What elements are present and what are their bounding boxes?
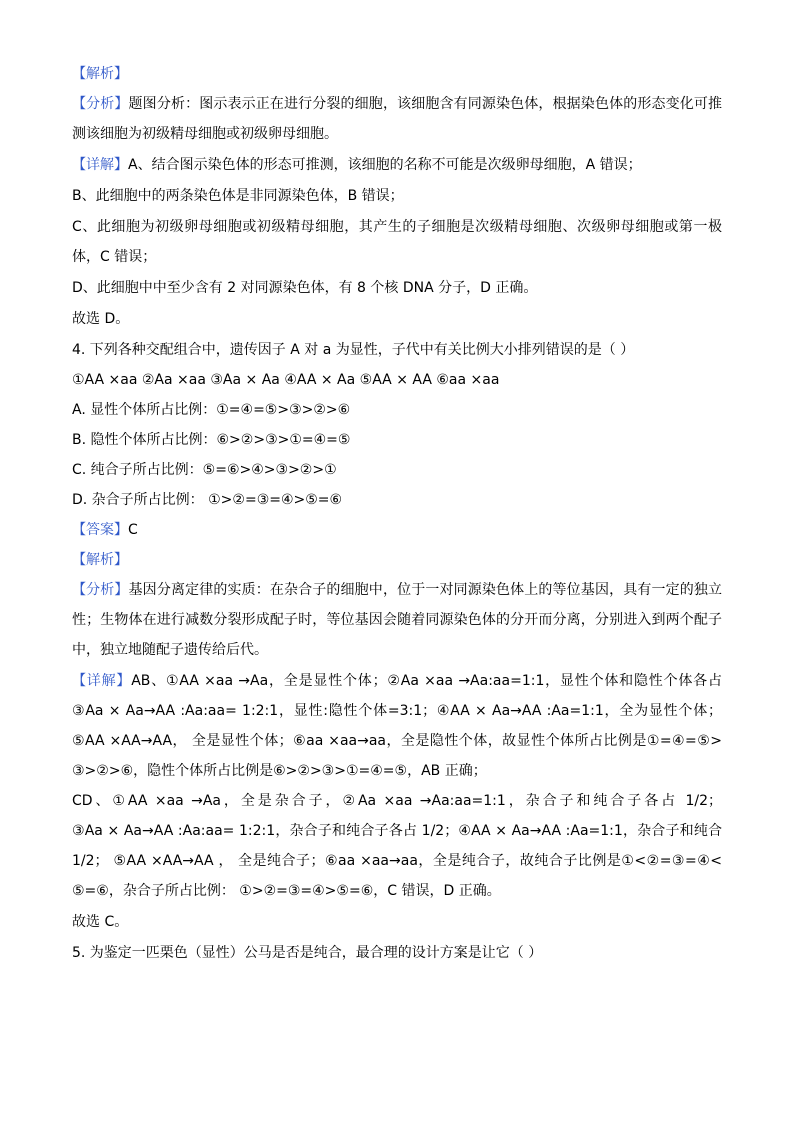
detail-line bbox=[72, 731, 722, 751]
fenxi-text: 测该细胞为初级精母细胞或初级卵母细胞。 bbox=[72, 126, 338, 142]
conclusion-text: 故选 C。 bbox=[72, 914, 129, 930]
detail-text: AB、①AA ×aa →Aa，全是显性个体；②Aa ×aa →Aa:aa=1:1，显性个体和隐性个体各占 bbox=[131, 673, 722, 689]
detail-line bbox=[72, 671, 722, 691]
question-4-stem: 4. 下列各种交配组合中，遗传因子 A 对 a 为显性，子代中有关比例大小排列错误的是（ ） bbox=[72, 342, 635, 358]
detail-text: D、此细胞中中至少含有 2 对同源染色体，有 8 个核 DNA 分子，D 正确。 bbox=[72, 280, 538, 296]
option-d bbox=[72, 490, 722, 510]
detail-text: A、结合图示染色体的形态可推测，该细胞的名称不可能是次级卵母细胞，A 错误； bbox=[128, 157, 642, 173]
analysis-heading bbox=[72, 64, 722, 84]
detail-text: 1/2； ⑤AA ×AA→AA ， 全是纯合子；⑥aa ×aa→aa，全是纯合子，故纯合子比例是①<②=③=④< bbox=[72, 853, 722, 869]
question-combos bbox=[72, 370, 722, 390]
fenxi-text: 基因分离定律的实质：在杂合子的细胞中，位于一对同源染色体上的等位基因，具有一定的独立 bbox=[128, 582, 722, 598]
question-stem bbox=[72, 340, 722, 360]
xiangjie-tag: 【详解】 bbox=[72, 673, 132, 689]
detail-line bbox=[72, 851, 722, 871]
detail-text: ③Aa × Aa→AA :Aa:aa= 1:2:1，显性:隐性个体=3:1；④AA × Aa→AA :Aa=1:1，全为显性个体； bbox=[72, 703, 722, 719]
analysis-paragraph-line bbox=[72, 94, 722, 114]
detail-line bbox=[72, 217, 722, 237]
detail-line bbox=[72, 761, 722, 781]
question-stem bbox=[72, 943, 722, 963]
analysis-paragraph-line bbox=[72, 640, 722, 660]
analysis-heading bbox=[72, 550, 722, 570]
conclusion-line bbox=[72, 912, 722, 932]
fenxi-text: 性；生物体在进行减数分裂形成配子时，等位基因会随着同源染色体的分开而分离，分别进入到两个配子 bbox=[72, 612, 722, 628]
detail-text: ⑤=⑥，杂合子所占比例： ①>②=③=④>⑤=⑥，C 错误，D 正确。 bbox=[72, 883, 501, 899]
detail-text: ③>②>⑥，隐性个体所占比例是⑥>②>③>①=④=⑤，AB 正确； bbox=[72, 763, 487, 779]
fenxi-text: 题图分析：图示表示正在进行分裂的细胞，该细胞含有同源染色体，根据染色体的形态变化可推 bbox=[128, 96, 722, 112]
detail-line bbox=[72, 791, 722, 811]
analysis-paragraph-line bbox=[72, 124, 722, 144]
detail-line bbox=[72, 278, 722, 298]
detail-text: C、此细胞为初级卵母细胞或初级精母细胞，其产生的子细胞是次级精母细胞、次级卵母细胞或第一极 bbox=[72, 219, 722, 235]
detail-line bbox=[72, 701, 722, 721]
combos-text: ①AA ×aa ②Aa ×aa ③Aa × Aa ④AA × Aa ⑤AA × AA ⑥aa ×aa bbox=[72, 372, 500, 388]
analysis-tag: 【解析】 bbox=[72, 552, 128, 568]
option-c bbox=[72, 460, 722, 480]
option-d-text: D. 杂合子所占比例： ①>②=③=④>⑤=⑥ bbox=[72, 492, 343, 508]
detail-line bbox=[72, 881, 722, 901]
option-b bbox=[72, 430, 722, 450]
answer-line bbox=[72, 520, 722, 540]
option-b-text: B. 隐性个体所占比例：⑥>②>③>①=④=⑤ bbox=[72, 432, 351, 448]
analysis-tag: 【解析】 bbox=[72, 66, 128, 82]
conclusion-line bbox=[72, 309, 722, 329]
detail-line bbox=[72, 186, 722, 206]
analysis-paragraph-line bbox=[72, 580, 722, 600]
fenxi-tag: 【分析】 bbox=[72, 96, 129, 112]
option-a-text: A. 显性个体所占比例：①=④=⑤>③>②>⑥ bbox=[72, 402, 351, 418]
detail-text: 体，C 错误； bbox=[72, 249, 157, 265]
answer-tag: 【答案】 bbox=[72, 522, 128, 538]
option-a bbox=[72, 400, 722, 420]
xiangjie-tag: 【详解】 bbox=[72, 157, 128, 173]
detail-line bbox=[72, 821, 722, 841]
conclusion-text: 故选 D。 bbox=[72, 311, 130, 327]
fenxi-tag: 【分析】 bbox=[72, 582, 129, 598]
document-page bbox=[72, 64, 722, 963]
detail-line bbox=[72, 155, 722, 175]
answer-value: C bbox=[128, 522, 138, 538]
analysis-paragraph-line bbox=[72, 610, 722, 630]
option-c-text: C. 纯合子所占比例：⑤=⑥>④>③>②>① bbox=[72, 462, 337, 478]
detail-text: ③Aa × Aa→AA :Aa:aa= 1:2:1，杂合子和纯合子各占 1/2；④AA × Aa→AA :Aa=1:1，杂合子和纯合 bbox=[72, 823, 722, 839]
detail-text: CD、①AA ×aa →Aa，全是杂合子，②Aa ×aa →Aa:aa=1:1，杂合子和纯合子各占 1/2； bbox=[72, 793, 722, 809]
detail-text: B、此细胞中的两条染色体是非同源染色体，B 错误； bbox=[72, 188, 404, 204]
question-5-stem: 5. 为鉴定一匹栗色（显性）公马是否是纯合，最合理的设计方案是让它（ ） bbox=[72, 945, 543, 961]
detail-line bbox=[72, 247, 722, 267]
fenxi-text: 中，独立地随配子遗传给后代。 bbox=[72, 642, 268, 658]
detail-text: ⑤AA ×AA→AA， 全是显性个体；⑥aa ×aa→aa，全是隐性个体，故显性个体所占比例是①=④=⑤> bbox=[72, 733, 722, 749]
